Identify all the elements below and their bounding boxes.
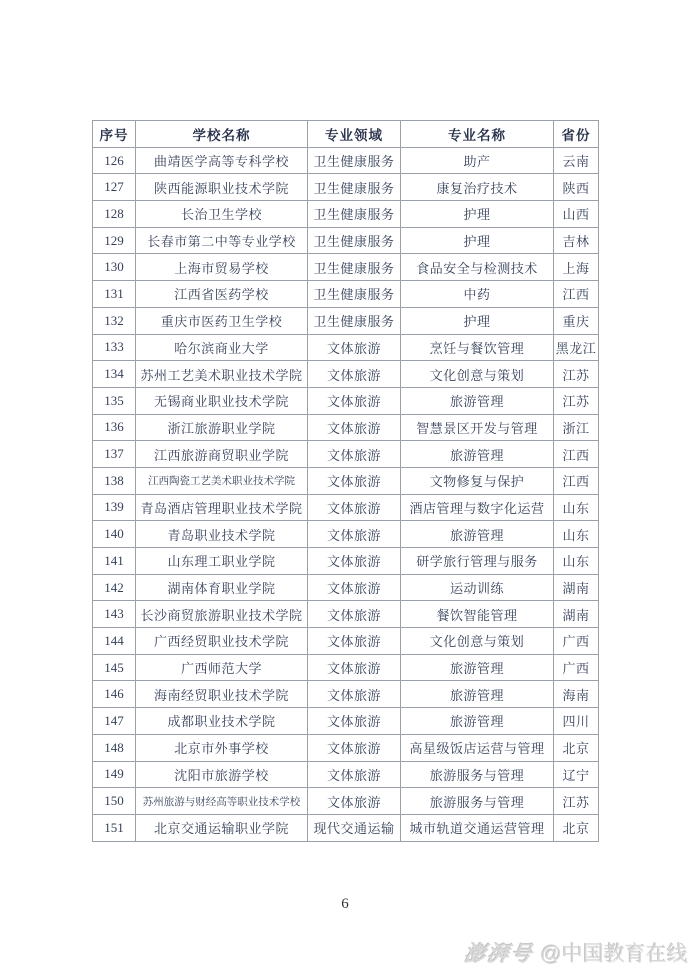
table-row xyxy=(93,734,599,761)
cell-serial-number: 131 xyxy=(93,281,136,308)
cell-serial-number: 143 xyxy=(93,601,136,628)
cell-major-name: 智慧景区开发与管理 xyxy=(401,414,554,441)
table-row xyxy=(93,788,599,815)
cell-field-name: 文体旅游 xyxy=(308,494,401,521)
cell-school-name: 湖南体育职业学院 xyxy=(136,574,308,601)
cell-serial-number: 129 xyxy=(93,227,136,254)
cell-serial-number: 141 xyxy=(93,548,136,575)
cell-major-name: 文化创意与策划 xyxy=(401,628,554,655)
cell-serial-number: 127 xyxy=(93,174,136,201)
cell-province: 黑龙江 xyxy=(554,334,599,361)
cell-field-name: 文体旅游 xyxy=(308,414,401,441)
cell-school-name: 哈尔滨商业大学 xyxy=(136,334,308,361)
table-header-row xyxy=(93,121,599,148)
table-row xyxy=(93,601,599,628)
cell-province: 江西 xyxy=(554,281,599,308)
cell-serial-number: 133 xyxy=(93,334,136,361)
cell-province: 江西 xyxy=(554,441,599,468)
cell-school-name: 长春市第二中等专业学校 xyxy=(136,227,308,254)
cell-field-name: 卫生健康服务 xyxy=(308,227,401,254)
table-row xyxy=(93,761,599,788)
cell-school-name: 江西旅游商贸职业学院 xyxy=(136,441,308,468)
cell-province: 北京 xyxy=(554,734,599,761)
cell-major-name: 旅游服务与管理 xyxy=(401,761,554,788)
cell-field-name: 文体旅游 xyxy=(308,574,401,601)
cell-field-name: 卫生健康服务 xyxy=(308,174,401,201)
cell-province: 江西 xyxy=(554,467,599,494)
cell-school-name: 北京交通运输职业学院 xyxy=(136,814,308,841)
table-row xyxy=(93,681,599,708)
cell-province: 重庆 xyxy=(554,307,599,334)
cell-serial-number: 146 xyxy=(93,681,136,708)
cell-major-name: 旅游服务与管理 xyxy=(401,788,554,815)
cell-serial-number: 130 xyxy=(93,254,136,281)
cell-school-name: 青岛职业技术学院 xyxy=(136,521,308,548)
cell-province: 江苏 xyxy=(554,361,599,388)
cell-province: 浙江 xyxy=(554,414,599,441)
cell-province: 陕西 xyxy=(554,174,599,201)
cell-serial-number: 145 xyxy=(93,654,136,681)
table-row xyxy=(93,521,599,548)
table-row xyxy=(93,227,599,254)
table-row xyxy=(93,254,599,281)
cell-school-name: 曲靖医学高等专科学校 xyxy=(136,147,308,174)
cell-major-name: 高星级饭店运营与管理 xyxy=(401,734,554,761)
cell-province: 山东 xyxy=(554,548,599,575)
cell-serial-number: 137 xyxy=(93,441,136,468)
table-row xyxy=(93,548,599,575)
cell-major-name: 旅游管理 xyxy=(401,654,554,681)
cell-major-name: 旅游管理 xyxy=(401,521,554,548)
cell-school-name: 江西陶瓷工艺美术职业技术学院 xyxy=(136,467,308,494)
cell-province: 山西 xyxy=(554,201,599,228)
table-row xyxy=(93,414,599,441)
table-row xyxy=(93,494,599,521)
cell-major-name: 旅游管理 xyxy=(401,708,554,735)
cell-province: 湖南 xyxy=(554,601,599,628)
cell-serial-number: 126 xyxy=(93,147,136,174)
cell-school-name: 长沙商贸旅游职业技术学院 xyxy=(136,601,308,628)
table-row xyxy=(93,814,599,841)
cell-field-name: 文体旅游 xyxy=(308,441,401,468)
cell-field-name: 卫生健康服务 xyxy=(308,281,401,308)
cell-field-name: 卫生健康服务 xyxy=(308,201,401,228)
cell-major-name: 助产 xyxy=(401,147,554,174)
cell-serial-number: 132 xyxy=(93,307,136,334)
cell-school-name: 陕西能源职业技术学院 xyxy=(136,174,308,201)
cell-field-name: 文体旅游 xyxy=(308,788,401,815)
cell-school-name: 山东理工职业学院 xyxy=(136,548,308,575)
cell-serial-number: 135 xyxy=(93,387,136,414)
cell-major-name: 文化创意与策划 xyxy=(401,361,554,388)
cell-serial-number: 147 xyxy=(93,708,136,735)
header-province: 省份 xyxy=(554,121,599,148)
cell-province: 广西 xyxy=(554,628,599,655)
cell-school-name: 苏州工艺美术职业技术学院 xyxy=(136,361,308,388)
cell-province: 上海 xyxy=(554,254,599,281)
cell-major-name: 护理 xyxy=(401,307,554,334)
cell-serial-number: 144 xyxy=(93,628,136,655)
cell-field-name: 文体旅游 xyxy=(308,548,401,575)
cell-field-name: 文体旅游 xyxy=(308,361,401,388)
table-row xyxy=(93,628,599,655)
cell-major-name: 旅游管理 xyxy=(401,387,554,414)
cell-major-name: 城市轨道交通运营管理 xyxy=(401,814,554,841)
cell-school-name: 广西师范大学 xyxy=(136,654,308,681)
program-table xyxy=(92,120,599,842)
cell-school-name: 江西省医药学校 xyxy=(136,281,308,308)
cell-major-name: 旅游管理 xyxy=(401,441,554,468)
table-row xyxy=(93,147,599,174)
cell-major-name: 康复治疗技术 xyxy=(401,174,554,201)
cell-school-name: 浙江旅游职业学院 xyxy=(136,414,308,441)
table-row xyxy=(93,174,599,201)
cell-field-name: 文体旅游 xyxy=(308,628,401,655)
watermark-handle: @中国教育在线 xyxy=(540,943,688,966)
cell-serial-number: 140 xyxy=(93,521,136,548)
page-number: 6 xyxy=(341,896,349,912)
table-row xyxy=(93,281,599,308)
header-serial-number: 序号 xyxy=(93,121,136,148)
cell-major-name: 旅游管理 xyxy=(401,681,554,708)
table-row xyxy=(93,467,599,494)
cell-field-name: 卫生健康服务 xyxy=(308,147,401,174)
cell-field-name: 文体旅游 xyxy=(308,521,401,548)
cell-field-name: 卫生健康服务 xyxy=(308,254,401,281)
cell-serial-number: 150 xyxy=(93,788,136,815)
cell-province: 吉林 xyxy=(554,227,599,254)
cell-field-name: 文体旅游 xyxy=(308,334,401,361)
header-major-name: 专业名称 xyxy=(401,121,554,148)
cell-major-name: 研学旅行管理与服务 xyxy=(401,548,554,575)
table-row xyxy=(93,361,599,388)
table-row xyxy=(93,441,599,468)
cell-school-name: 无锡商业职业技术学院 xyxy=(136,387,308,414)
cell-school-name: 上海市贸易学校 xyxy=(136,254,308,281)
cell-province: 辽宁 xyxy=(554,761,599,788)
table-row xyxy=(93,574,599,601)
cell-school-name: 苏州旅游与财经高等职业技术学校 xyxy=(136,788,308,815)
cell-serial-number: 148 xyxy=(93,734,136,761)
header-school-name: 学校名称 xyxy=(136,121,308,148)
cell-province: 江苏 xyxy=(554,387,599,414)
cell-school-name: 沈阳市旅游学校 xyxy=(136,761,308,788)
table-row xyxy=(93,307,599,334)
cell-school-name: 海南经贸职业技术学院 xyxy=(136,681,308,708)
watermark-brand-logo: 澎湃号 xyxy=(462,943,536,966)
header-field-name: 专业领域 xyxy=(308,121,401,148)
cell-major-name: 餐饮智能管理 xyxy=(401,601,554,628)
cell-school-name: 重庆市医药卫生学校 xyxy=(136,307,308,334)
cell-major-name: 中药 xyxy=(401,281,554,308)
cell-school-name: 北京市外事学校 xyxy=(136,734,308,761)
cell-field-name: 文体旅游 xyxy=(308,734,401,761)
cell-serial-number: 134 xyxy=(93,361,136,388)
program-table-container xyxy=(92,120,599,842)
cell-field-name: 文体旅游 xyxy=(308,708,401,735)
table-row xyxy=(93,654,599,681)
cell-serial-number: 128 xyxy=(93,201,136,228)
cell-school-name: 广西经贸职业技术学院 xyxy=(136,628,308,655)
cell-major-name: 运动训练 xyxy=(401,574,554,601)
cell-school-name: 成都职业技术学院 xyxy=(136,708,308,735)
table-row xyxy=(93,334,599,361)
cell-province: 四川 xyxy=(554,708,599,735)
cell-serial-number: 139 xyxy=(93,494,136,521)
cell-major-name: 护理 xyxy=(401,227,554,254)
table-row xyxy=(93,387,599,414)
watermark xyxy=(462,938,688,968)
cell-serial-number: 151 xyxy=(93,814,136,841)
cell-school-name: 青岛酒店管理职业技术学院 xyxy=(136,494,308,521)
cell-field-name: 文体旅游 xyxy=(308,681,401,708)
cell-serial-number: 142 xyxy=(93,574,136,601)
table-body xyxy=(93,147,599,841)
cell-province: 山东 xyxy=(554,521,599,548)
cell-major-name: 烹饪与餐饮管理 xyxy=(401,334,554,361)
cell-school-name: 长治卫生学校 xyxy=(136,201,308,228)
cell-province: 江苏 xyxy=(554,788,599,815)
cell-serial-number: 138 xyxy=(93,467,136,494)
cell-serial-number: 149 xyxy=(93,761,136,788)
cell-field-name: 现代交通运输 xyxy=(308,814,401,841)
cell-province: 云南 xyxy=(554,147,599,174)
cell-field-name: 文体旅游 xyxy=(308,761,401,788)
cell-province: 山东 xyxy=(554,494,599,521)
cell-field-name: 卫生健康服务 xyxy=(308,307,401,334)
cell-province: 湖南 xyxy=(554,574,599,601)
cell-province: 北京 xyxy=(554,814,599,841)
cell-serial-number: 136 xyxy=(93,414,136,441)
cell-field-name: 文体旅游 xyxy=(308,467,401,494)
cell-major-name: 食品安全与检测技术 xyxy=(401,254,554,281)
cell-field-name: 文体旅游 xyxy=(308,387,401,414)
cell-field-name: 文体旅游 xyxy=(308,601,401,628)
table-row xyxy=(93,201,599,228)
cell-field-name: 文体旅游 xyxy=(308,654,401,681)
cell-major-name: 酒店管理与数字化运营 xyxy=(401,494,554,521)
cell-major-name: 文物修复与保护 xyxy=(401,467,554,494)
table-row xyxy=(93,708,599,735)
cell-province: 海南 xyxy=(554,681,599,708)
cell-major-name: 护理 xyxy=(401,201,554,228)
cell-province: 广西 xyxy=(554,654,599,681)
